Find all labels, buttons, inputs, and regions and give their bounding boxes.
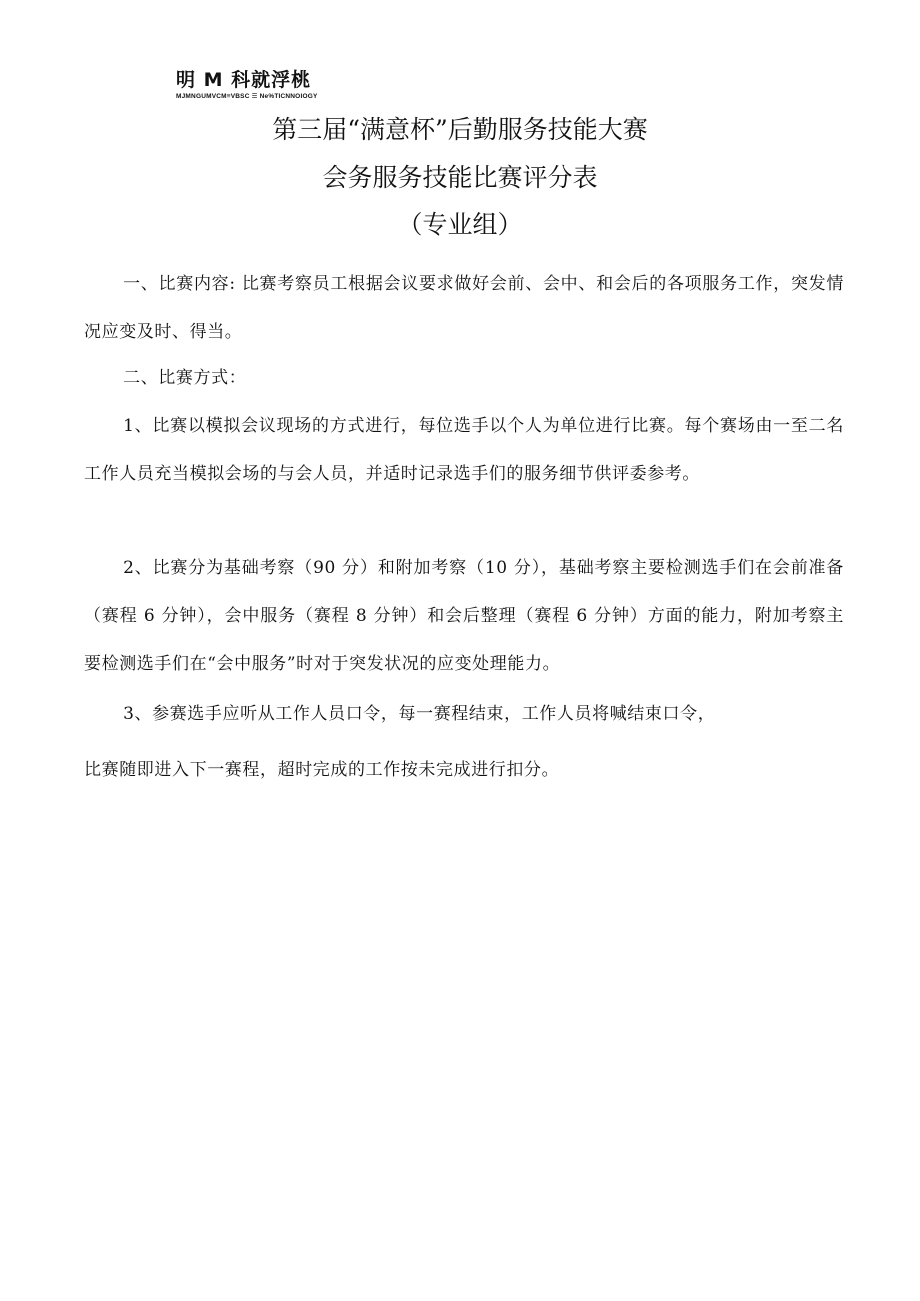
rule-item-2: [84, 544, 844, 688]
section-heading: 二、比赛方式：: [123, 368, 247, 388]
rule-item-1: [84, 402, 844, 498]
document-title: 第三届“满意杯”后勤服务技能大赛: [272, 115, 648, 144]
document-subtitle: 会务服务技能比赛评分表: [322, 163, 598, 192]
document-group-label: （专业组）: [397, 210, 523, 239]
rule-item-3-line-1: [84, 690, 844, 738]
paragraph: 2、比赛分为基础考察（90 分）和附加考察（10 分），基础考察主要检测选手们在会前准备（赛程 6 分钟），会中服务（赛程 8 分钟）和会后整理（赛程 6 分钟）方面的能力，附加考察主要检测选手们在“会中服务”时对于突发状况的应变处理能力。: [84, 558, 844, 674]
logo-sub-text: MJMNGUMVCM≡VBSC ☰ Ne%TICNNOIOGY: [176, 93, 318, 100]
section-competition-method-heading: [84, 354, 844, 402]
rule-item-3-line-2: [84, 746, 844, 794]
logo-main-text: 明 M 科就浮桃: [176, 69, 312, 91]
paragraph: 比赛随即进入下一赛程，超时完成的工作按未完成进行扣分。: [84, 760, 560, 780]
paragraph: 一、比赛内容: 比赛考察员工根据会议要求做好会前、会中、和会后的各项服务工作，突发情况应变及时、得当。: [84, 274, 844, 342]
paragraph: 1、比赛以模拟会议现场的方式进行，每位选手以个人为单位进行比赛。每个赛场由一至二名工作人员充当模拟会场的与会人员，并适时记录选手们的服务细节供评委参考。: [84, 416, 844, 484]
section-competition-content: [84, 260, 844, 356]
paragraph: 3、参赛选手应听从工作人员口令，每一赛程结束，工作人员将喊结束口令，: [123, 704, 716, 724]
organization-logo: [176, 68, 346, 101]
